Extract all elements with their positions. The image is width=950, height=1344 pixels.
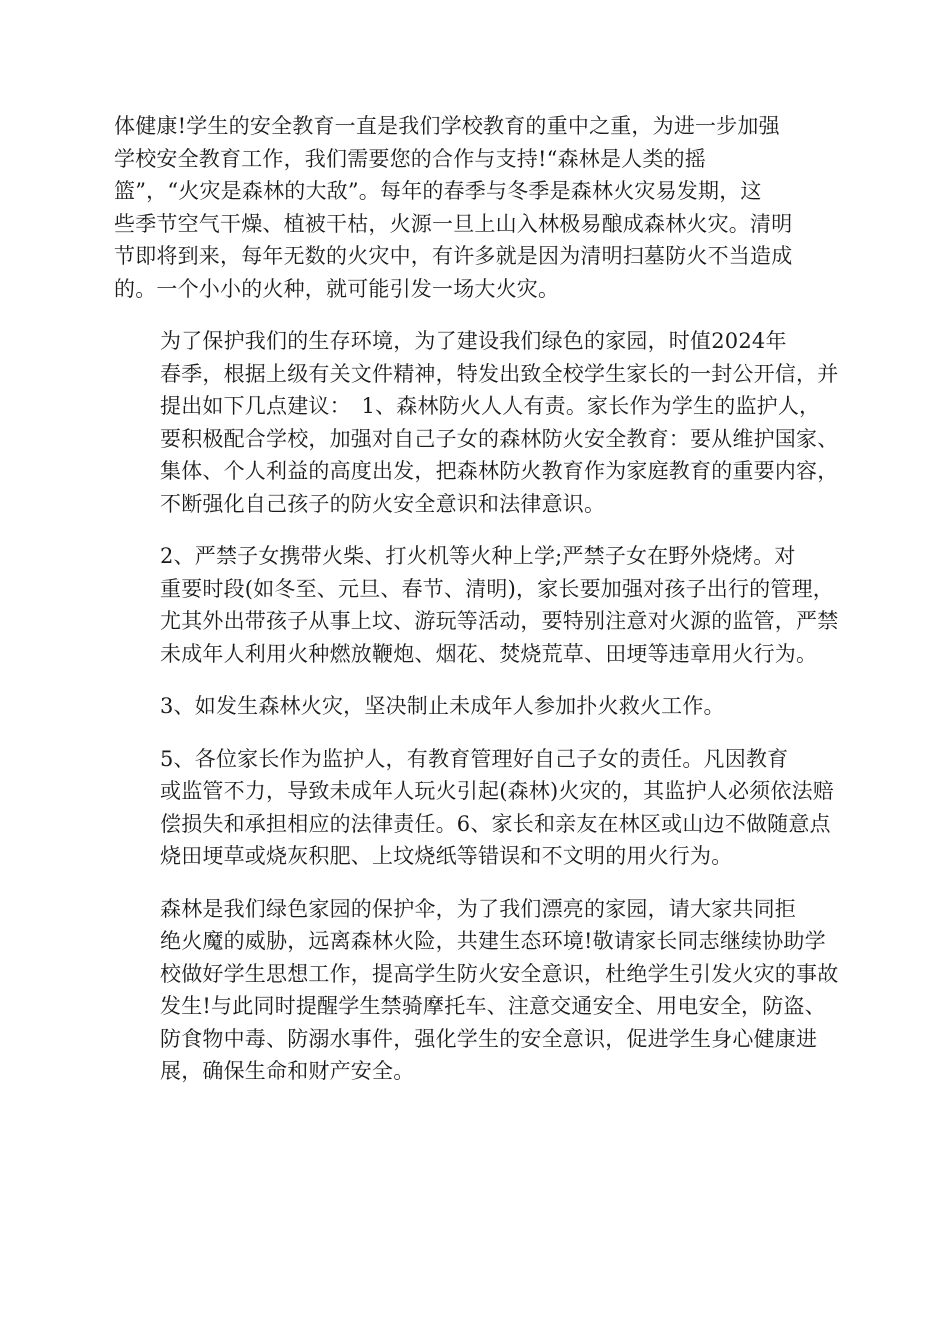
text-line: 提出如下几点建议： 1、森林防火人人有责。家长作为学生的监护人，	[160, 394, 821, 418]
text-line: 些季节空气干燥、植被干枯，火源一旦上山入林极易酿成森林火灾。清明	[114, 211, 793, 236]
paragraph	[114, 743, 838, 873]
paragraph	[114, 325, 838, 520]
text-line: 重要时段(如冬至、元旦、春节、清明)，家长要加强对孩子出行的管理，	[160, 576, 834, 601]
text-line: 篮”，“火灾是森林的大敌”。每年的春季与冬季是森林火灾易发期，这	[114, 179, 762, 203]
text-line: 春季，根据上级有关文件精神，特发出致全校学生家长的一封公开信，并	[160, 361, 839, 386]
text-line: 森林是我们绿色家园的保护伞，为了我们漂亮的家园，请大家共同拒	[160, 896, 796, 921]
paragraph	[114, 893, 838, 1088]
text-line: 尤其外出带孩子从事上坟、游玩等活动，要特别注意对火源的监管，严禁	[160, 609, 839, 633]
text-line: 不断强化自己孩子的防火安全意识和法律意识。	[160, 491, 606, 516]
paragraph	[114, 540, 838, 670]
text-line: 3、如发生森林火灾，坚决制止未成年人参加扑火救火工作。	[160, 694, 725, 718]
text-line: 或监管不力，导致未成年人玩火引起(森林)火灾的，其监护人必须依法赔	[160, 779, 834, 803]
text-line: 偿损失和承担相应的法律责任。6、家长和亲友在林区或山边不做随意点	[160, 811, 831, 836]
text-line: 发生!与此同时提醒学生禁骑摩托车、注意交通安全、用电安全，防盗、	[160, 994, 826, 1018]
text-line: 为了保护我们的生存环境，为了建设我们绿色的家园，时值2024年	[160, 329, 787, 353]
text-line: 未成年人利用火种燃放鞭炮、烟花、焚烧荒草、田埂等违章用火行为。	[160, 641, 818, 666]
text-line: 节即将到来，每年无数的火灾中，有许多就是因为清明扫墓防火不当造成	[114, 244, 793, 268]
text-line: 的。一个小小的火种，就可能引发一场大火灾。	[114, 276, 560, 301]
paragraph	[114, 690, 838, 723]
text-line: 烧田埂草或烧灰积肥、上坟烧纸等错误和不文明的用火行为。	[160, 844, 733, 868]
text-line: 集体、个人利益的高度出发，把森林防火教育作为家庭教育的重要内容，	[160, 459, 839, 483]
text-line: 体健康!学生的安全教育一直是我们学校教育的重中之重，为进一步加强	[114, 114, 780, 138]
text-line: 学校安全教育工作，我们需要您的合作与支持!“森林是人类的摇	[114, 146, 706, 171]
text-line: 绝火魔的威胁，远离森林火险，共建生态环境!敬请家长同志继续协助学	[160, 929, 826, 953]
paragraph	[114, 110, 838, 305]
document-body	[114, 110, 838, 1108]
text-line: 5、各位家长作为监护人，有教育管理好自己子女的责任。凡因教育	[160, 746, 789, 771]
text-line: 防食物中毒、防溺水事件，强化学生的安全意识，促进学生身心健康进	[160, 1026, 818, 1051]
text-line: 展，确保生命和财产安全。	[160, 1059, 415, 1083]
text-line: 2、严禁子女携带火柴、打火机等火种上学;严禁子女在野外烧烤。对	[160, 544, 796, 568]
text-line: 校做好学生思想工作，提高学生防火安全意识，杜绝学生引发火灾的事故	[160, 961, 839, 986]
text-line: 要积极配合学校，加强对自己子女的森林防火安全教育：要从维护国家、	[160, 426, 839, 451]
